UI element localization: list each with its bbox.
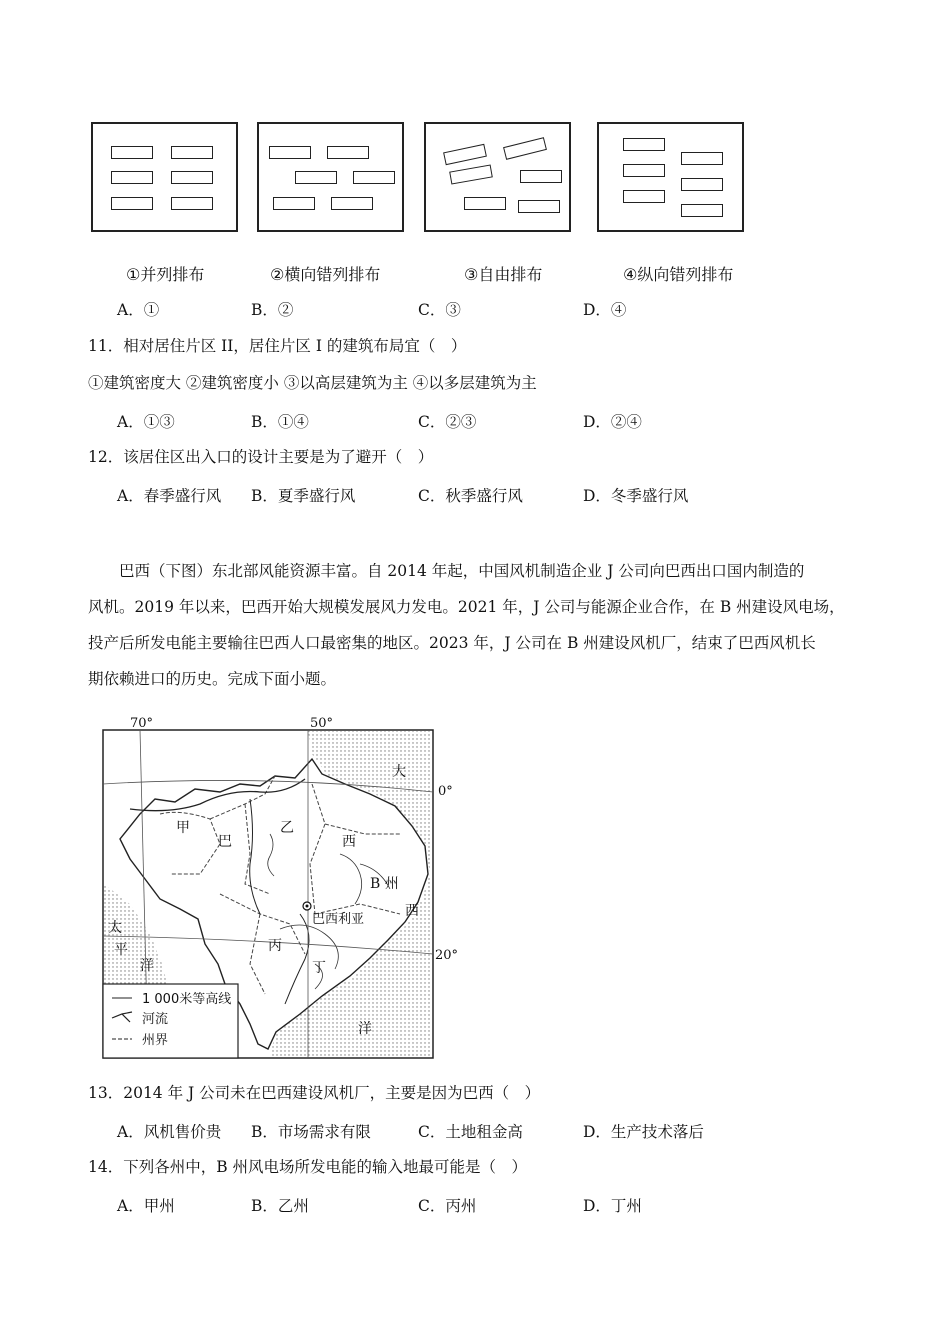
- state-label-ding: 丁: [312, 960, 326, 976]
- building-block: [327, 146, 369, 159]
- legend-river: 河流: [142, 1012, 169, 1027]
- building-block: [623, 164, 665, 177]
- building-block: [111, 171, 153, 184]
- option-b[interactable]: B．市场需求有限: [251, 1123, 371, 1141]
- option-c[interactable]: C．秋季盛行风: [418, 487, 523, 505]
- building-block: [171, 146, 213, 159]
- building-block: [681, 204, 723, 217]
- option-c[interactable]: C．土地租金高: [418, 1123, 523, 1141]
- option-d[interactable]: D．生产技术落后: [583, 1123, 704, 1141]
- option-a[interactable]: A．春季盛行风: [117, 487, 222, 505]
- lon-label-70: 70°: [130, 716, 154, 731]
- q11-choices: ①建筑密度大 ②建筑密度小 ③以高层建筑为主 ④以多层建筑为主: [88, 374, 537, 392]
- building-block: [111, 146, 153, 159]
- building-block: [443, 144, 487, 165]
- building-block: [623, 190, 665, 203]
- ocean-label: 西: [405, 903, 419, 919]
- ocean-label: 洋: [140, 958, 154, 974]
- option-b[interactable]: B．乙州: [251, 1197, 309, 1215]
- state-label-yi: 乙: [280, 820, 294, 836]
- passage-line: 期依赖进口的历史。完成下面小题。: [88, 670, 337, 688]
- building-block: [623, 138, 665, 151]
- lat-label-20: 20°: [435, 948, 459, 963]
- diagram-parallel: [91, 122, 238, 232]
- building-block: [449, 164, 493, 184]
- building-block: [273, 197, 315, 210]
- passage-line: 巴西（下图）东北部风能资源丰富。自 2014 年起，中国风机制造企业 J 公司向巴西出口国内制造的: [88, 562, 805, 580]
- state-label-jia: 甲: [176, 820, 190, 836]
- option-a[interactable]: A．甲州: [117, 1197, 175, 1215]
- ocean-label: 太: [108, 920, 122, 936]
- building-block: [331, 197, 373, 210]
- diagram-caption: ③自由排布: [464, 265, 543, 284]
- legend-state-boundary: 州界: [142, 1033, 169, 1048]
- diagram-free: [424, 122, 571, 232]
- lat-label-0: 0°: [438, 784, 453, 799]
- diagram-caption: ②横向错列排布: [270, 265, 381, 284]
- q13-stem: 13．2014 年 J 公司未在巴西建设风机厂，主要是因为巴西（ ）: [88, 1084, 541, 1102]
- brazil-map: [100, 714, 459, 1064]
- passage-line: 风机。2019 年以来，巴西开始大规模发展风力发电。2021 年，J 公司与能源企业合作，在 B 州建设风电场，: [88, 598, 845, 616]
- option-d[interactable]: D．丁州: [583, 1197, 642, 1215]
- building-block: [464, 197, 506, 210]
- state-label-bing: 丙: [268, 938, 282, 954]
- option-b[interactable]: B．②: [251, 301, 294, 319]
- building-block: [295, 171, 337, 184]
- diagram-caption: ①并列排布: [126, 265, 205, 284]
- building-block: [518, 200, 560, 213]
- option-a[interactable]: A．风机售价贵: [117, 1123, 222, 1141]
- option-c[interactable]: C．丙州: [418, 1197, 477, 1215]
- diagram-caption: ④纵向错列排布: [623, 265, 734, 284]
- q12-stem: 12．该居住区出入口的设计主要是为了避开（ ）: [88, 448, 434, 466]
- option-b[interactable]: B．夏季盛行风: [251, 487, 356, 505]
- country-char: 西: [342, 834, 356, 850]
- building-block: [681, 178, 723, 191]
- ocean-label: 平: [114, 942, 128, 958]
- legend-contour: 1 000米等高线: [142, 992, 232, 1007]
- option-d[interactable]: D．冬季盛行风: [583, 487, 689, 505]
- option-c[interactable]: C．③: [418, 301, 461, 319]
- passage-line: 投产后所发电能主要输往巴西人口最密集的地区。2023 年，J 公司在 B 州建设风机厂，结束了巴西风机长: [88, 634, 816, 652]
- building-block: [269, 146, 311, 159]
- building-block: [681, 152, 723, 165]
- option-c[interactable]: C．②③: [418, 413, 477, 431]
- building-block: [111, 197, 153, 210]
- ocean-label: 大: [392, 764, 406, 780]
- option-a[interactable]: A．①③: [117, 413, 175, 431]
- diagram-vertical-staggered: [597, 122, 744, 232]
- building-block: [520, 170, 562, 183]
- option-d[interactable]: D．④: [583, 301, 627, 319]
- capital-label: 巴西利亚: [312, 912, 365, 927]
- passage: [88, 553, 862, 697]
- building-block: [353, 171, 395, 184]
- option-a[interactable]: A．①: [117, 301, 160, 319]
- building-block: [171, 171, 213, 184]
- state-label-b: B 州: [370, 876, 399, 892]
- q11-stem: 11．相对居住片区 II，居住片区 I 的建筑布局宜（ ）: [88, 337, 467, 355]
- country-char: 巴: [218, 834, 232, 850]
- option-d[interactable]: D．②④: [583, 413, 642, 431]
- option-b[interactable]: B．①④: [251, 413, 309, 431]
- building-block: [171, 197, 213, 210]
- diagram-horizontal-staggered: [257, 122, 404, 232]
- ocean-label: 洋: [358, 1021, 372, 1037]
- building-block: [503, 137, 547, 160]
- q14-stem: 14．下列各州中，B 州风电场所发电能的输入地最可能是（ ）: [88, 1158, 528, 1176]
- lon-label-50: 50°: [310, 716, 334, 731]
